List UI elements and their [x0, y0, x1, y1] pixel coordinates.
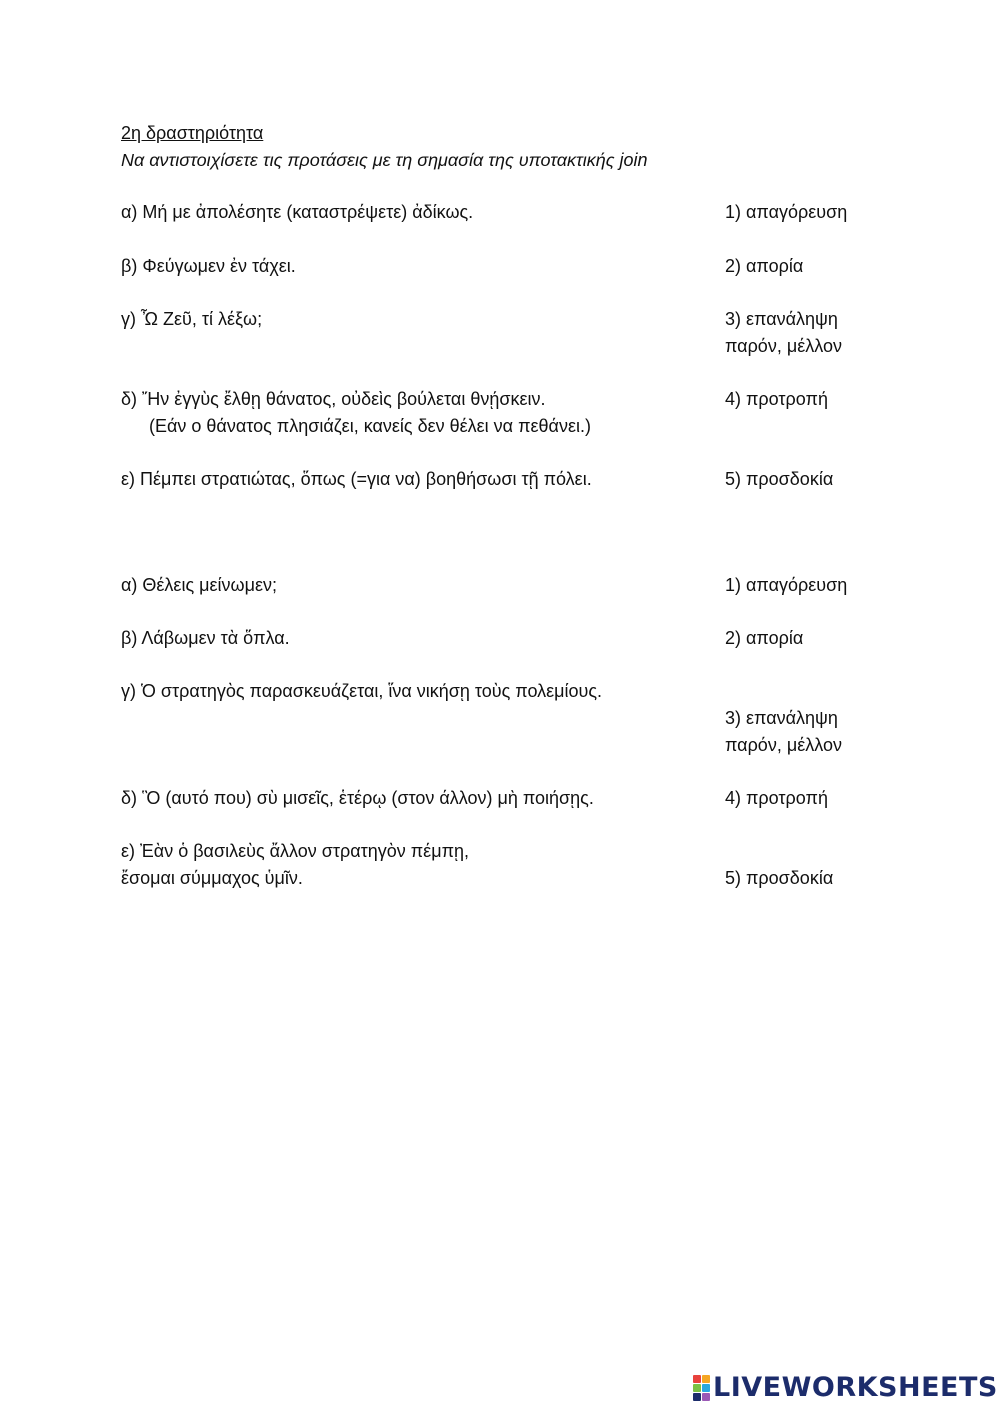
logo-square: [693, 1384, 701, 1392]
exercise1-option-3: 3) επανάληψη: [725, 309, 838, 329]
exercise1-sentence-d-translation: (Εάν ο θάνατος πλησιάζει, κανείς δεν θέλει να πεθάνει.): [149, 416, 591, 436]
exercise2-option-5: 5) προσδοκία: [725, 868, 834, 888]
logo-icon: [693, 1375, 710, 1401]
exercise2-option-1: 1) απαγόρευση: [725, 575, 848, 595]
exercise1-option-4: 4) προτροπή: [725, 389, 828, 409]
logo-square: [702, 1375, 710, 1383]
exercise1-option-3-continued: παρόν, μέλλον: [725, 336, 842, 356]
exercise2-sentence-b: β) Λάβωμεν τὰ ὅπλα.: [121, 628, 290, 648]
logo-square: [702, 1393, 710, 1401]
logo-square: [693, 1393, 701, 1401]
logo-square: [702, 1384, 710, 1392]
exercise1-sentence-b: β) Φεύγωμεν ἐν τάχει.: [121, 256, 296, 276]
exercise2-sentence-e: ε) Ἐὰν ὁ βασιλεὺς ἄλλον στρατηγὸν πέμπῃ,: [121, 841, 470, 861]
exercise2-sentence-c: γ) Ὁ στρατηγὸς παρασκευάζεται, ἵνα νικήσῃ τοὺς πολεμίους.: [121, 681, 603, 701]
exercise1-option-5: 5) προσδοκία: [725, 469, 834, 489]
exercise2-option-3-continued: παρόν, μέλλον: [725, 735, 842, 755]
exercise2-sentence-a: α) Θέλεις μείνωμεν;: [121, 575, 277, 595]
instruction-text: Να αντιστοιχίσετε τις προτάσεις με τη σημασία της υποτακτικής join: [121, 150, 648, 170]
exercise1-sentence-d: δ) Ἤν ἐγγὺς ἔλθῃ θάνατος, οὐδεὶς βούλεται θνῄσκειν.: [121, 389, 546, 409]
exercise2-sentence-d: δ) Ὃ (αυτό που) σὺ μισεῖς, ἑτέρῳ (στον άλλον) μὴ ποιήσῃς.: [121, 788, 594, 808]
exercise1-option-1: 1) απαγόρευση: [725, 202, 848, 222]
exercise1-sentence-e: ε) Πέμπει στρατιώτας, ὅπως (=για να) βοηθήσωσι τῇ πόλει.: [121, 469, 592, 489]
exercise2-sentence-e-continued: ἔσομαι σύμμαχος ὑμῖν.: [121, 868, 303, 888]
exercise2-option-3: 3) επανάληψη: [725, 708, 838, 728]
exercise1-sentence-a: α) Μή με ἀπολέσητε (καταστρέψετε) ἀδίκως.: [121, 202, 474, 222]
exercise2-option-4: 4) προτροπή: [725, 788, 828, 808]
logo-text: LIVEWORKSHEETS: [713, 1372, 998, 1403]
page-title: 2η δραστηριότητα: [121, 123, 264, 143]
exercise1-option-2: 2) απορία: [725, 256, 804, 276]
exercise2-option-2: 2) απορία: [725, 628, 804, 648]
exercise1-sentence-c: γ) Ὦ Ζεῦ, τί λέξω;: [121, 309, 263, 329]
liveworksheets-logo: [693, 1373, 998, 1403]
logo-square: [693, 1375, 701, 1383]
